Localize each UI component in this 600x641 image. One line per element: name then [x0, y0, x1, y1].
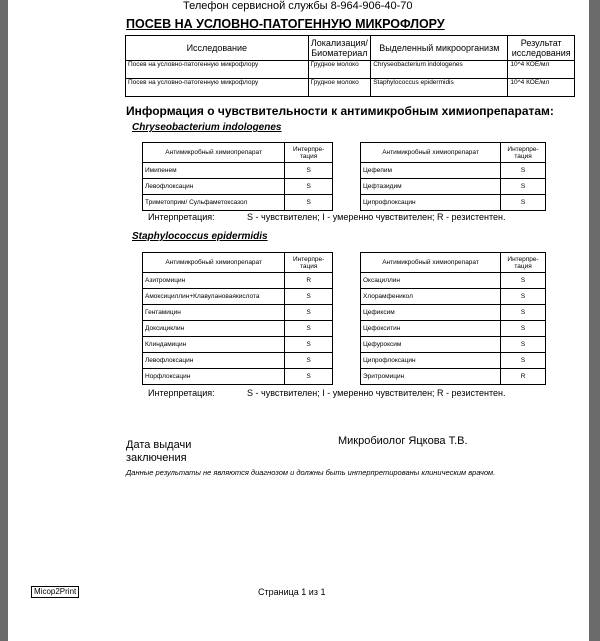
col-header-organism: Выделенный микроорганизм	[371, 36, 508, 61]
drug-interp: S	[501, 273, 546, 289]
drug-interp: S	[285, 289, 333, 305]
table-row	[143, 179, 333, 195]
table-row	[361, 289, 546, 305]
drug-interp: S	[501, 163, 546, 179]
drug-name: Ципрофлоксацин	[361, 195, 501, 211]
drug-interp: S	[285, 179, 333, 195]
drug-name: Хлорамфеникол	[361, 289, 501, 305]
sens-header-row	[361, 253, 546, 273]
interp-header: Интерпре- тация	[285, 143, 333, 163]
drug-name: Левофлоксацин	[143, 353, 285, 369]
table-row	[143, 369, 333, 385]
drug-header: Антимикробный химиопрепарат	[361, 143, 501, 163]
cell-organism: Staphylococcus epidermidis	[371, 79, 508, 97]
drug-name: Азитромицин	[143, 273, 285, 289]
drug-interp: S	[501, 321, 546, 337]
drug-name: Цефтазидим	[361, 179, 501, 195]
drug-interp: S	[285, 195, 333, 211]
drug-interp: S	[285, 369, 333, 385]
disclaimer-text: Данные результаты не являются диагнозом и должны быть интерпретированы клиническим врачом.	[126, 468, 496, 477]
microbiologist-signature: Микробиолог Яцкова Т.В.	[338, 435, 468, 447]
service-phone: Телефон сервисной службы 8-964-906-40-70	[183, 0, 413, 12]
drug-name: Ципрофлоксацин	[361, 353, 501, 369]
sens-header-row	[143, 143, 333, 163]
organism-name: Staphylococcus epidermidis	[132, 231, 268, 242]
table-row	[143, 163, 333, 179]
table-row	[361, 305, 546, 321]
drug-interp: S	[285, 353, 333, 369]
report-page	[8, 0, 589, 641]
report-title: ПОСЕВ НА УСЛОВНО-ПАТОГЕННУЮ МИКРОФЛОРУ	[126, 17, 445, 31]
table-row	[143, 289, 333, 305]
drug-interp: S	[285, 305, 333, 321]
interp-header: Интерпре- тация	[501, 253, 546, 273]
sens-header-row	[361, 143, 546, 163]
sensitivity-table-right	[360, 142, 546, 211]
drug-header: Антимикробный химиопрепарат	[143, 143, 285, 163]
sens-header-row	[143, 253, 333, 273]
drug-name: Норфлоксацин	[143, 369, 285, 385]
drug-name: Клиндамицин	[143, 337, 285, 353]
interpretation-legend: S - чувствителен; I - умеренно чувствителен; R - резистентен.	[247, 212, 506, 222]
table-row	[361, 321, 546, 337]
drug-interp: S	[501, 305, 546, 321]
cell-organism: Chryseobacterium indologenes	[371, 61, 508, 79]
col-header-location: Локализация/ Биоматериал	[308, 36, 371, 61]
table-row	[143, 321, 333, 337]
cell-study: Посев на условно-патогенную микрофлору	[126, 61, 309, 79]
drug-name: Гентамицин	[143, 305, 285, 321]
drug-name: Доксициклин	[143, 321, 285, 337]
sensitivity-heading: Информация о чувствительности к антимикробным химиопрепаратам:	[126, 104, 554, 118]
drug-name: Цефокситин	[361, 321, 501, 337]
drug-interp: S	[501, 195, 546, 211]
drug-interp: S	[285, 321, 333, 337]
sensitivity-table-left	[142, 252, 333, 385]
table-row	[361, 273, 546, 289]
drug-name: Имипенем	[143, 163, 285, 179]
col-header-result: Результат исследования	[508, 36, 575, 61]
results-header-row	[126, 36, 575, 61]
drug-interp: S	[501, 337, 546, 353]
drug-header: Антимикробный химиопрепарат	[143, 253, 285, 273]
table-row	[361, 195, 546, 211]
drug-header: Антимикробный химиопрепарат	[361, 253, 501, 273]
table-row	[126, 79, 575, 97]
table-row	[361, 353, 546, 369]
interpretation-legend: S - чувствителен; I - умеренно чувствителен; R - резистентен.	[247, 388, 506, 398]
table-row	[361, 163, 546, 179]
drug-interp: S	[501, 289, 546, 305]
results-table	[125, 35, 575, 97]
interpretation-label: Интерпретация:	[148, 212, 215, 222]
table-row	[361, 369, 546, 385]
cell-study: Посев на условно-патогенную микрофлору	[126, 79, 309, 97]
drug-name: Цефепим	[361, 163, 501, 179]
sensitivity-table-right	[360, 252, 546, 385]
table-row	[361, 337, 546, 353]
interpretation-label: Интерпретация:	[148, 388, 215, 398]
table-row	[143, 337, 333, 353]
print-stamp: Micop2Print	[31, 586, 79, 598]
drug-name: Оксациллин	[361, 273, 501, 289]
drug-interp: S	[501, 353, 546, 369]
drug-interp: S	[285, 163, 333, 179]
organism-name: Chryseobacterium indologenes	[132, 122, 282, 133]
cell-result: 10^4 КОЕ/мл	[508, 61, 575, 79]
sensitivity-table-left	[142, 142, 333, 211]
cell-location: Грудное молоко	[308, 79, 371, 97]
drug-interp: S	[501, 179, 546, 195]
interp-header: Интерпре- тация	[285, 253, 333, 273]
table-row	[143, 195, 333, 211]
page-number: Страница 1 из 1	[258, 587, 326, 597]
table-row	[143, 305, 333, 321]
interp-header: Интерпре- тация	[501, 143, 546, 163]
drug-name: Цефуроксим	[361, 337, 501, 353]
drug-interp: R	[501, 369, 546, 385]
table-row	[143, 273, 333, 289]
drug-interp: R	[285, 273, 333, 289]
drug-name: Триметоприм/ Сульфаметоксазол	[143, 195, 285, 211]
table-row	[143, 353, 333, 369]
table-row	[126, 61, 575, 79]
table-row	[361, 179, 546, 195]
drug-interp: S	[285, 337, 333, 353]
cell-location: Грудное молоко	[308, 61, 371, 79]
issue-date-label: Дата выдачи заключения	[126, 439, 192, 464]
drug-name: Амоксициллин+Клавулановаякислота	[143, 289, 285, 305]
drug-name: Цефиксим	[361, 305, 501, 321]
cell-result: 10^4 КОЕ/мл	[508, 79, 575, 97]
drug-name: Левофлоксацин	[143, 179, 285, 195]
col-header-study: Исследование	[126, 36, 309, 61]
drug-name: Эритромицин	[361, 369, 501, 385]
